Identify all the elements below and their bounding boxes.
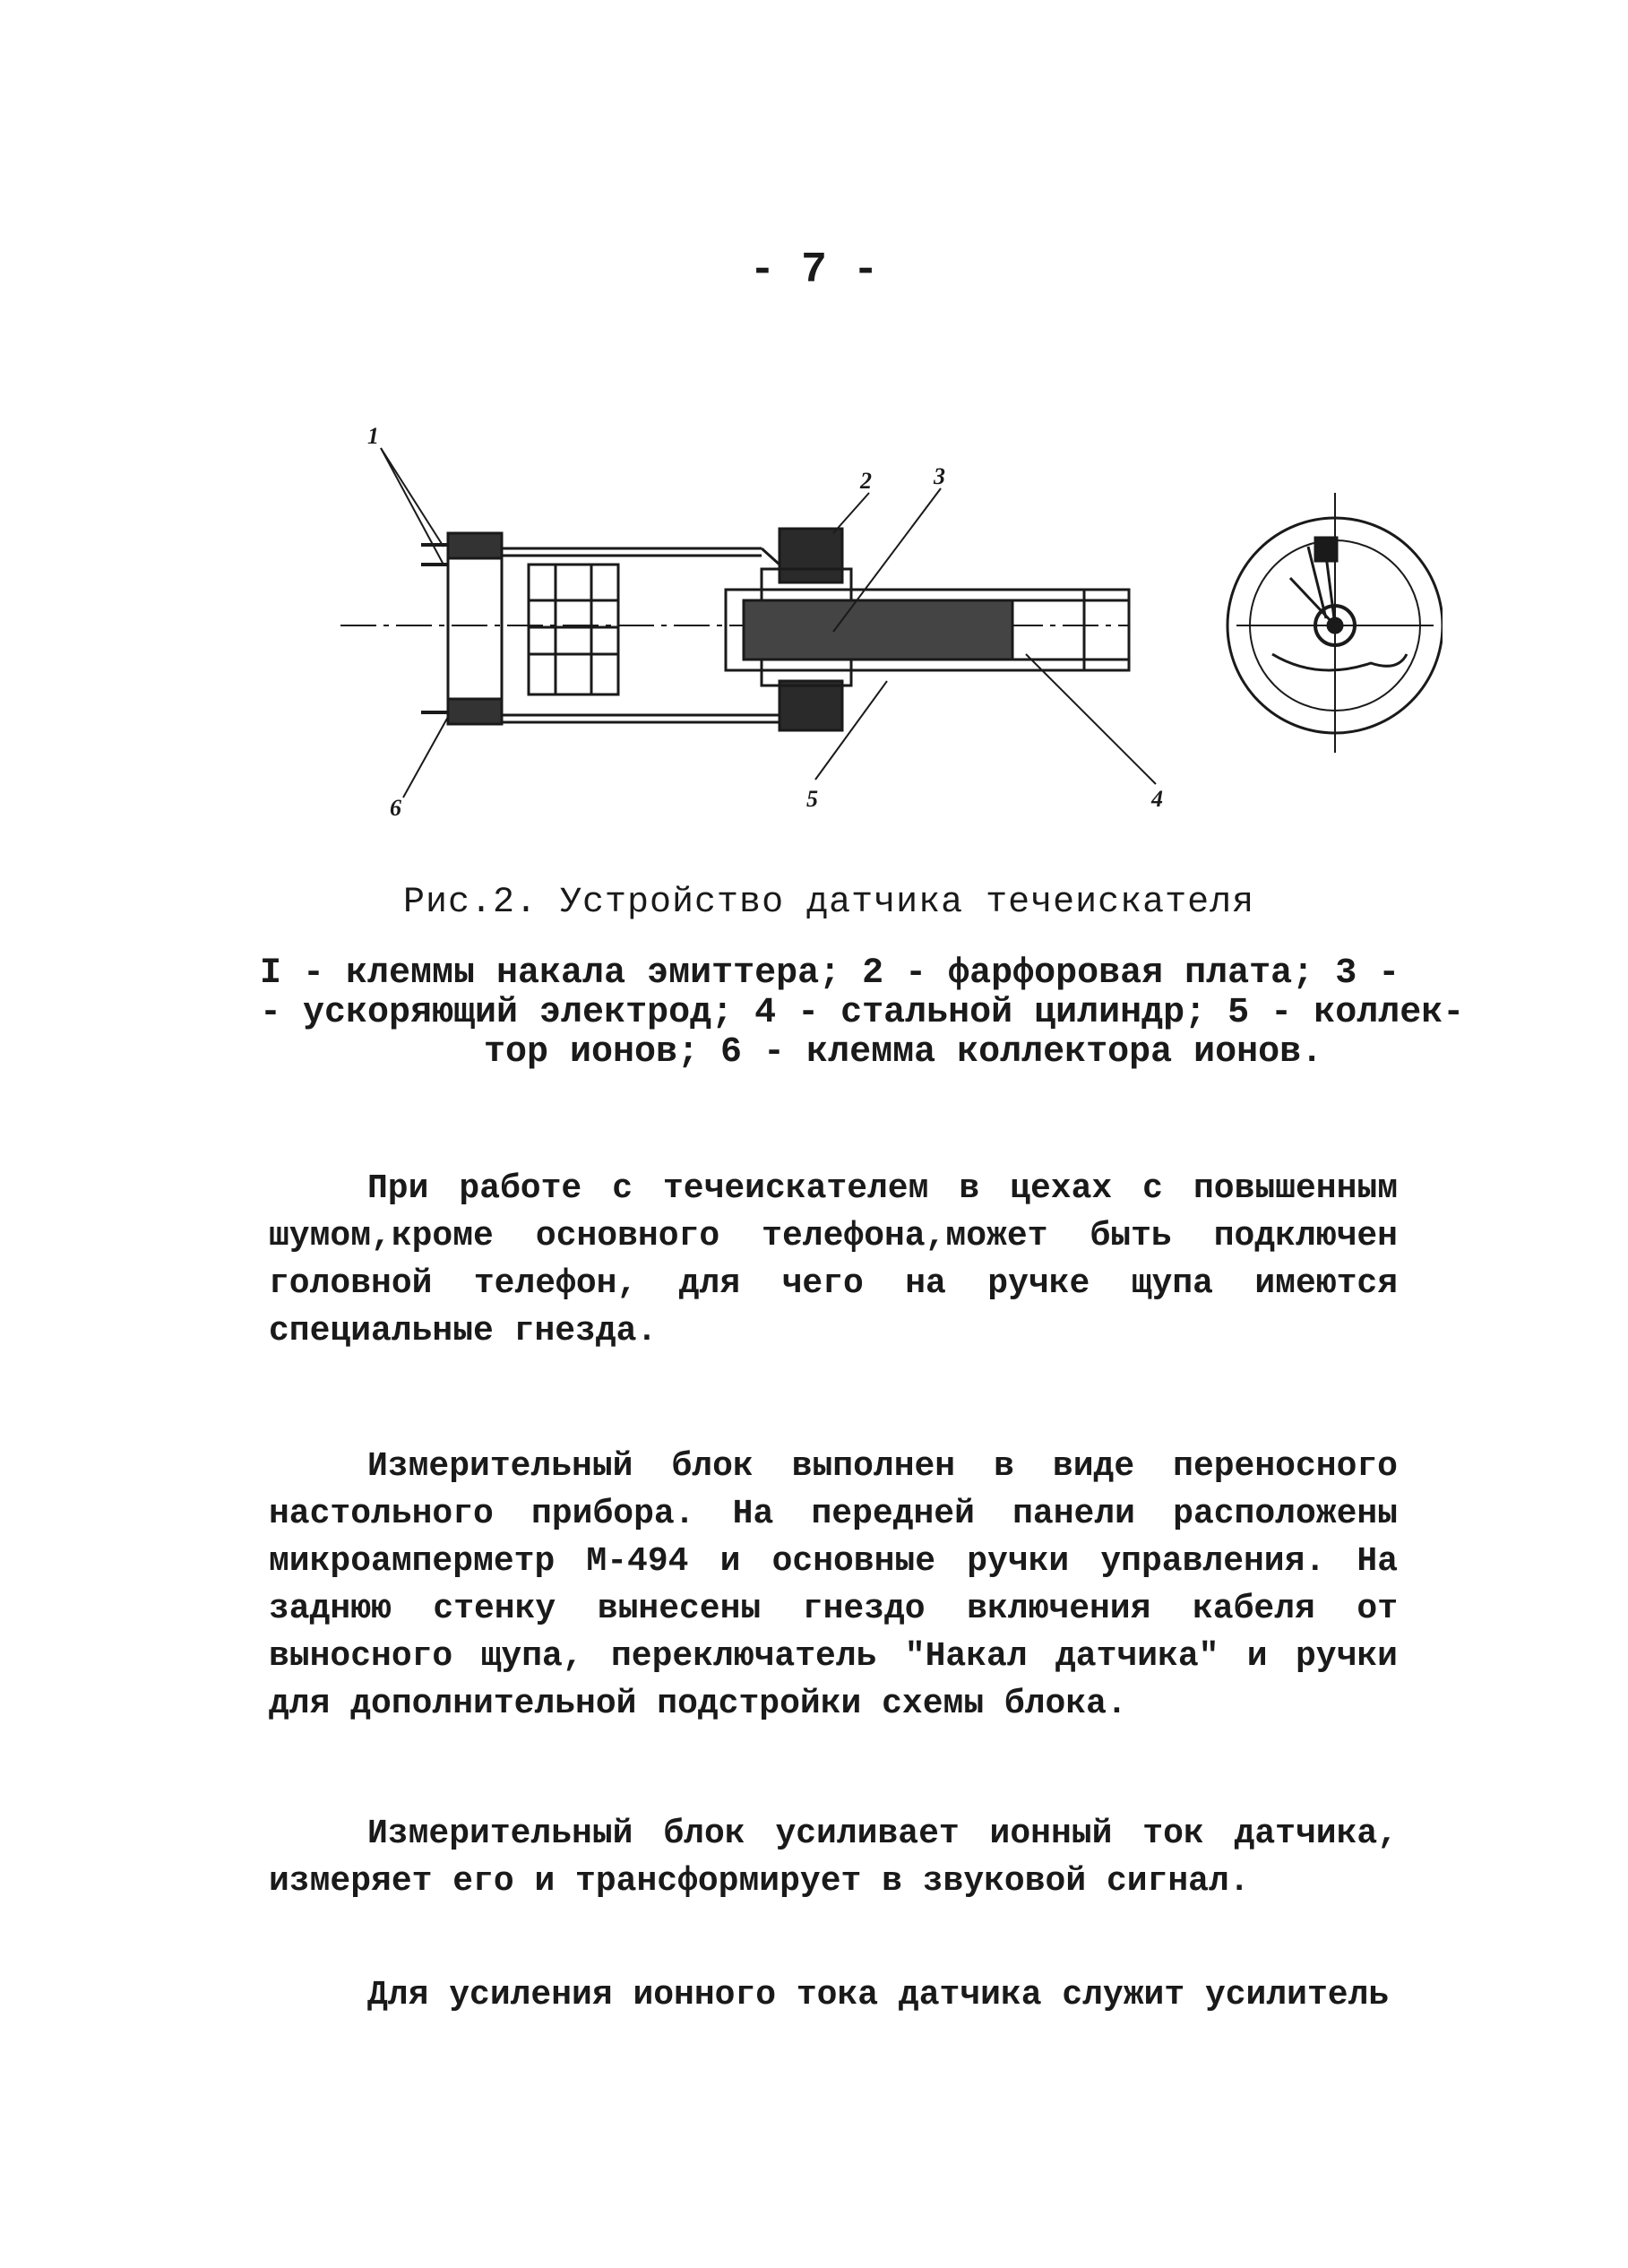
- body-paragraph: При работе с течеискателем в цехах с повышенным шумом,кроме основного телефона,может быть подключен головной телефон, для чего на ручке щупа имеются специальные гнезда.: [269, 1169, 1398, 1350]
- flange-bottom-block: [448, 699, 502, 724]
- sensor-diagram: [296, 385, 1443, 851]
- porcelain-plate-top: [780, 529, 842, 582]
- figure-caption: Рис.2. Устройство датчика течеискателя: [403, 883, 1255, 923]
- ion-collector-rod: [744, 600, 1012, 660]
- legend-line: - ускоряющий электрод; 4 - стальной цилиндр; 5 - коллек-: [260, 993, 1465, 1033]
- figure-label-4: 4: [1151, 786, 1163, 812]
- figure-label-3: 3: [934, 463, 945, 489]
- figure-legend: [260, 953, 1465, 1073]
- legend-line: I - клеммы накала эмиттера; 2 - фарфоровая плата; 3 -: [260, 953, 1400, 994]
- figure-label-1: 1: [367, 423, 379, 449]
- emitter-assembly: [529, 565, 618, 694]
- page-number: - 7 -: [749, 246, 879, 295]
- body-paragraph: Измерительный блок выполнен в виде переносного настольного прибора. На передней панели расположены микроамперметр М-494 и основные ручки управления. На заднюю стенку вынесены гнездо включения кабеля от выносного щупа, переключатель "Накал датчика" и ручки для дополнительной подстройки схемы блока.: [269, 1447, 1398, 1723]
- figure-label-5: 5: [806, 786, 818, 812]
- figure-label-2: 2: [860, 468, 872, 494]
- porcelain-plate-bottom: [780, 681, 842, 730]
- body-paragraph: Измерительный блок усиливает ионный ток датчика, измеряет его и трансформирует в звуковой сигнал.: [269, 1815, 1398, 1901]
- figure-label-6: 6: [390, 795, 401, 821]
- legend-line: тор ионов; 6 - клемма коллектора ионов.: [484, 1032, 1323, 1073]
- flange-top-block: [448, 533, 502, 558]
- body-paragraph: Для усиления ионного тока датчика служит усилитель: [367, 1976, 1390, 2014]
- flange-left: [448, 533, 502, 721]
- sensor-cross-section-drawing: [296, 385, 1443, 851]
